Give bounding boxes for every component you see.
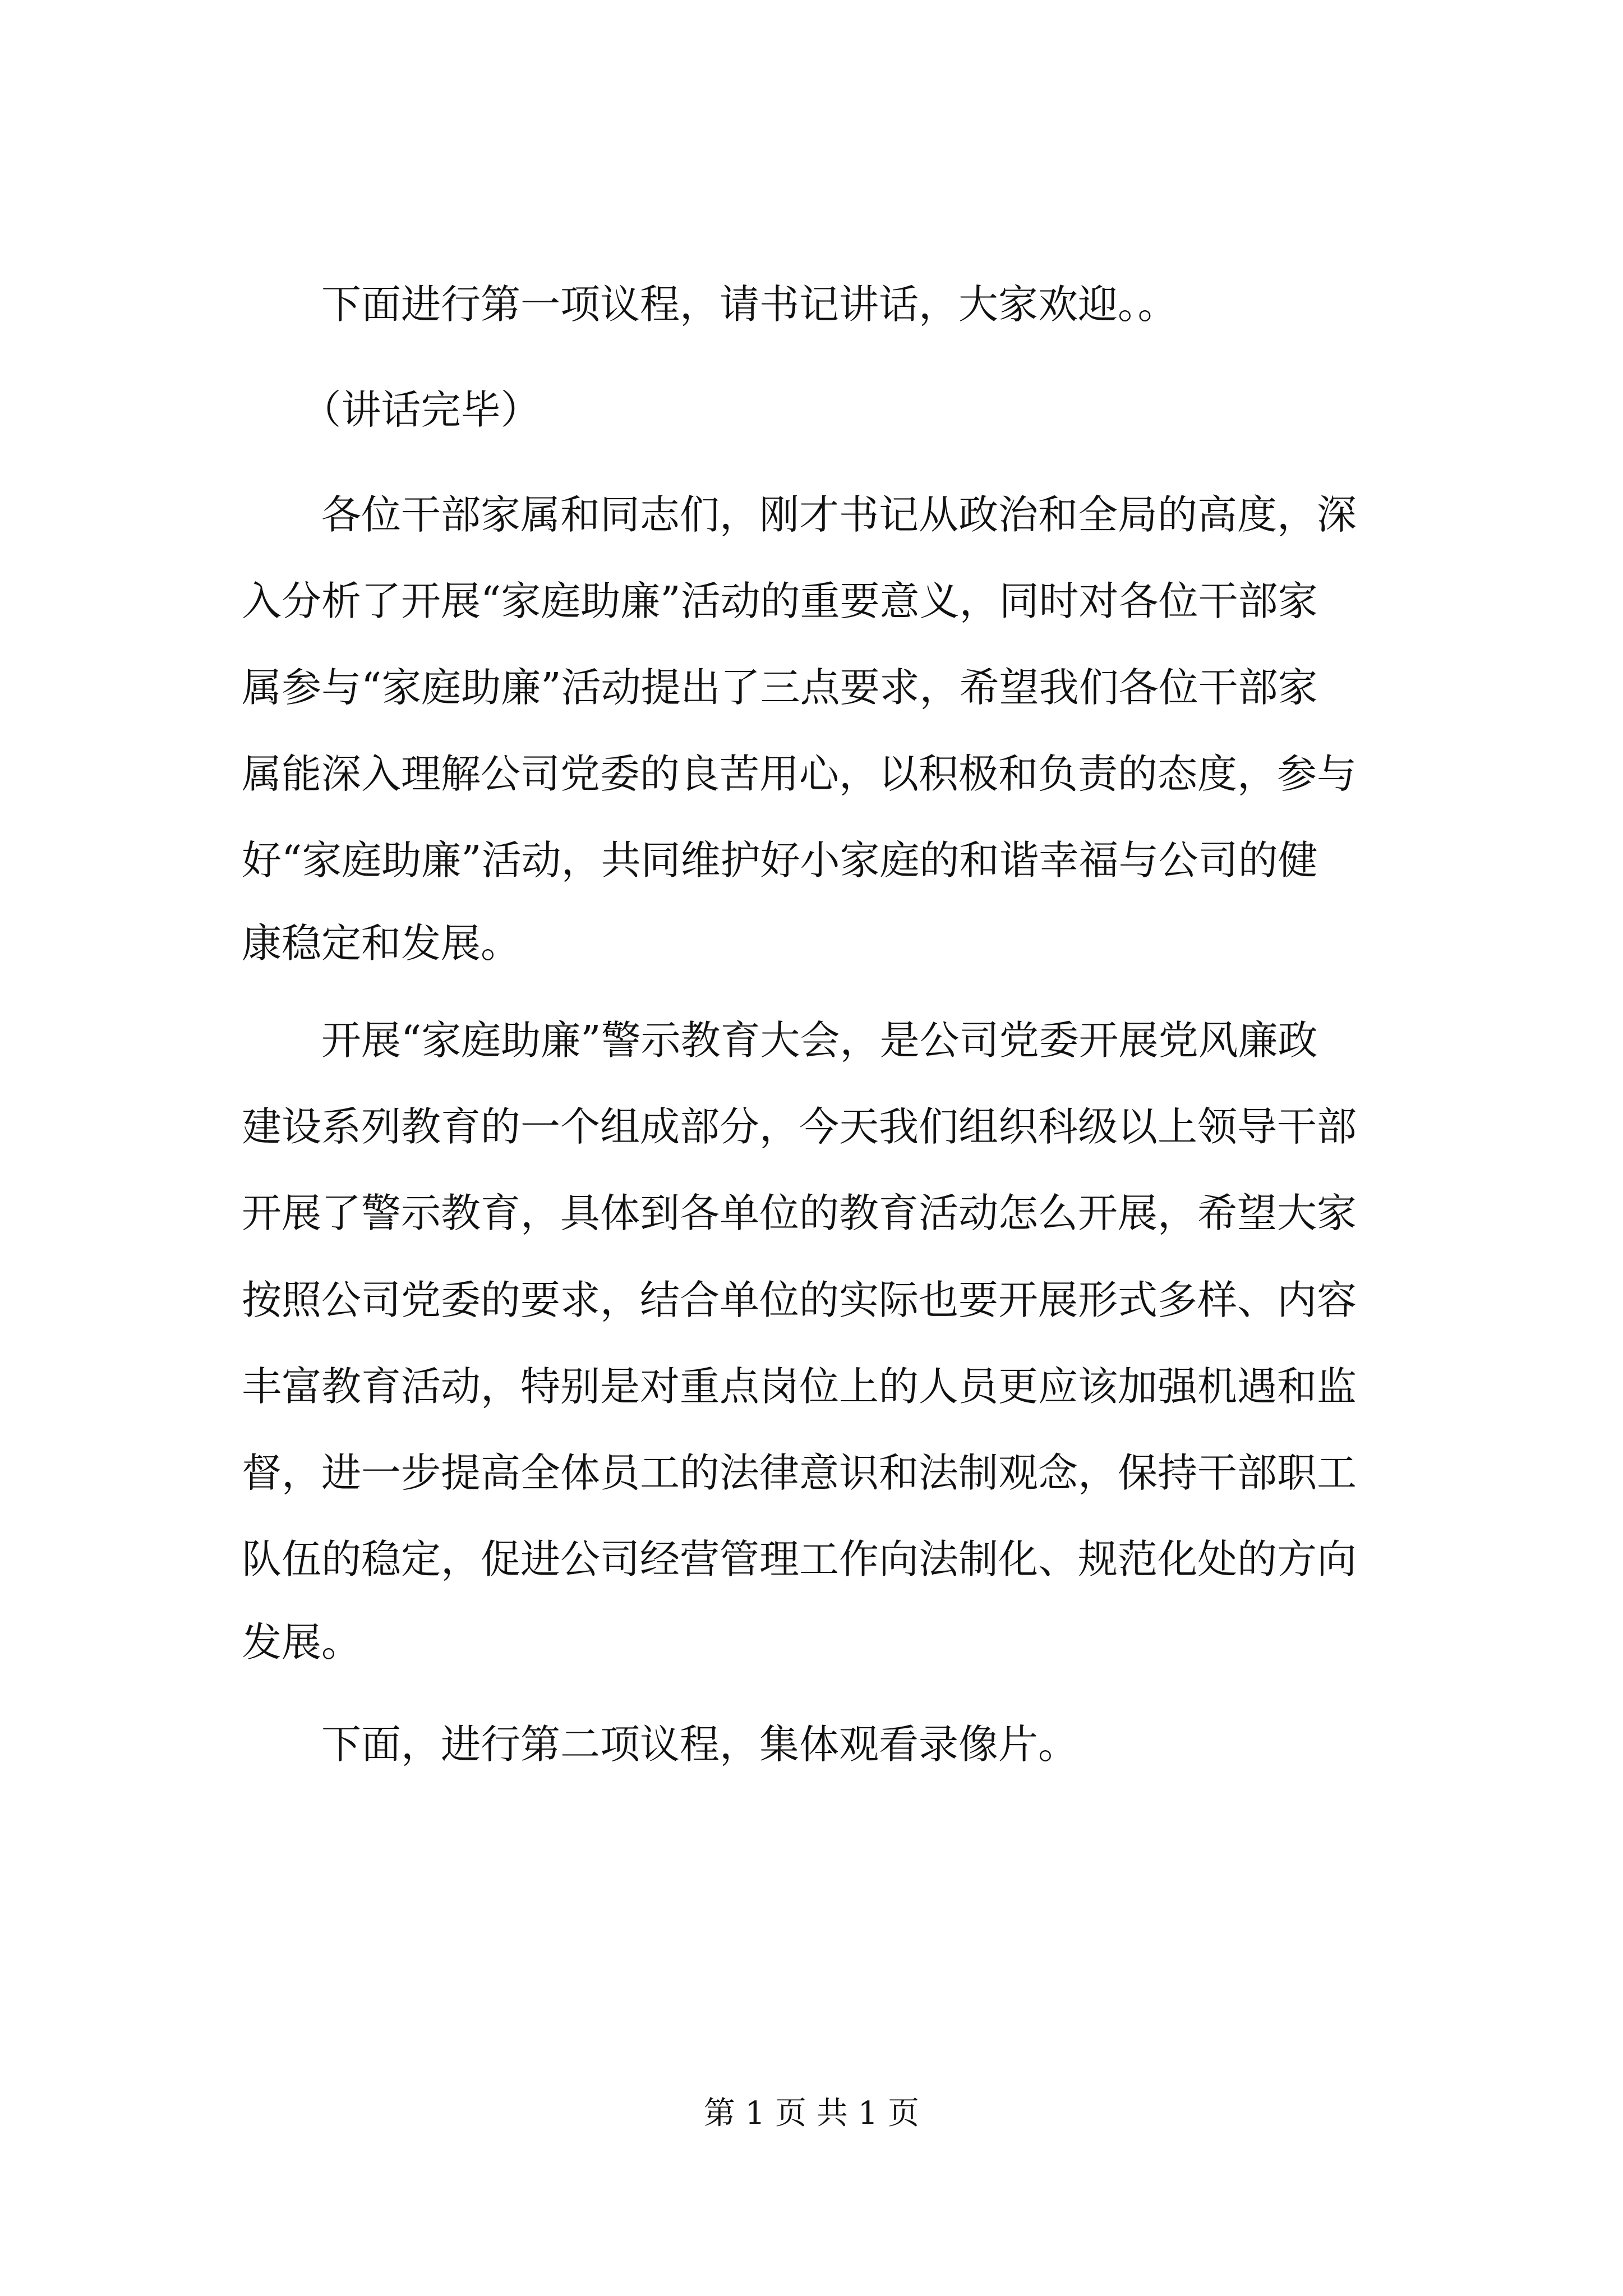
- text-line: 开展了警示教育，具体到各单位的教育活动怎么开展，希望大家: [242, 1190, 1357, 1236]
- text-line: 属能深入理解公司党委的良苦用心，以积极和负责的态度，参与: [242, 751, 1357, 797]
- text-line: 入分析了开展“家庭助廉”活动的重要意义，同时对各位干部家: [242, 578, 1318, 624]
- text-line: 好“家庭助廉”活动，共同维护好小家庭的和谐幸福与公司的健: [242, 837, 1318, 884]
- text-line: 发展。: [242, 1619, 362, 1665]
- text-line: 开展“家庭助廉”警示教育大会，是公司党委开展党风廉政: [242, 1017, 1318, 1064]
- text-line: （讲话完毕）: [242, 386, 541, 433]
- text-line: 丰富教育活动，特别是对重点岗位上的人员更应该加强机遇和监: [242, 1363, 1357, 1410]
- text-line: 按照公司党委的要求，结合单位的实际也要开展形式多样、内容: [242, 1277, 1357, 1323]
- text-line: 建设系列教育的一个组成部分，今天我们组织科级以上领导干部: [242, 1103, 1357, 1150]
- text-line: 属参与“家庭助廉”活动提出了三点要求，希望我们各位干部家: [242, 664, 1318, 711]
- text-line: 康稳定和发展。: [242, 920, 521, 967]
- text-line: 下面，进行第二项议程，集体观看录像片。: [242, 1721, 1078, 1768]
- page-footer: 第 1 页 共 1 页: [703, 2095, 920, 2132]
- text-line: 督，进一步提高全体员工的法律意识和法制观念，保持干部职工: [242, 1450, 1357, 1496]
- text-line: 队伍的稳定，促进公司经营管理工作向法制化、规范化处的方向: [242, 1536, 1357, 1582]
- text-line: 下面进行第一项议程，请书记讲话，大家欢迎。。: [242, 281, 1178, 328]
- text-line: 各位干部家属和同志们，刚才书记从政治和全局的高度，深: [242, 491, 1357, 538]
